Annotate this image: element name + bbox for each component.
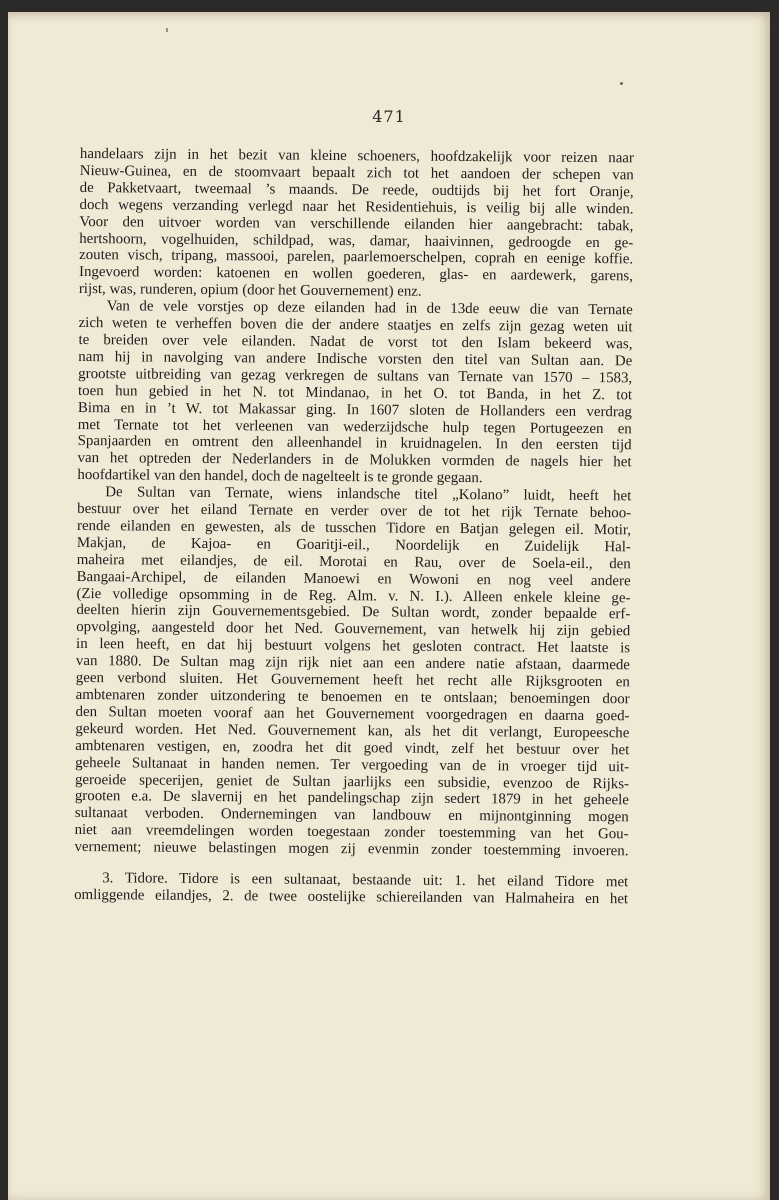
text-line: Ingevoerd worden: katoenen en wollen goederen, glas- en aardewerk, garens,: [78, 264, 634, 285]
text-line: nam hij in navolging van andere Indische vorsten den titel van Sultan aan. De: [78, 348, 633, 370]
text-line: zich weten te verheffen boven die der andere staatjes en zelfs zijn gezag weten uit: [78, 315, 633, 336]
text-line: bestuur over het eiland Ternate en verder over de tot het rijk Ternate behoo-: [77, 501, 632, 522]
text-line: gekeurd worden. Het Ned. Gouvernement kan, als het dit verlangt, Europeesche: [75, 720, 630, 742]
text-line: opvolging, aangesteld door het Ned. Gouvernement, van hetwelk hij zijn gebied: [76, 619, 631, 640]
book-page: [8, 12, 770, 1200]
text-line: met Ternate tot het verleenen van wederzijdsche hulp tegen Portugeezen en: [77, 416, 632, 437]
text-line: handelaars zijn in het bezit van kleine schoeners, hoofdzakelijk voor reizen naar: [79, 146, 634, 167]
text-line: rende eilanden en gewesten, als de tusschen Tidore en Batjan gelegen eil. Motir,: [76, 517, 632, 539]
text-line: de Pakketvaart, tweemaal ’s maands. De reede, oudtijds bij het fort Oranje,: [79, 179, 634, 201]
text-line: niet aan vreemdelingen worden toegestaan zonder toestemming van het Gou-: [74, 822, 629, 843]
text-line: van het optreden der Nederlanders in de Molukken vormden de nagels hier het: [77, 450, 632, 471]
text-line: te breiden over vele eilanden. Nadat de vorst tot den Islam bekeerd was,: [78, 331, 633, 353]
text-line: rijst, was, runderen, opium (door het Gouvernement) enz.: [78, 281, 422, 300]
text-line: vernement; nieuwe belastingen mogen zij evenmin zonder toestemming invoeren.: [74, 839, 629, 860]
text-line: Voor den uitvoer worden van verschillende eilanden hier aangebracht: tabak,: [79, 213, 634, 234]
text-line: (Zie volledige opsomming in de Reg. Alm. v. N. I.). Alleen enkele kleine ge-: [76, 585, 631, 606]
text-line: Van de vele vorstjes op deze eilanden had in de 13de eeuw die van Ternate: [106, 298, 633, 319]
text-line: omliggende eilandjes, 2. de twee oostelijke schiereilanden van Halmaheira en het: [74, 886, 629, 908]
text-line: Spanjaarden en omtrent den alleenhandel in kruidnagelen. In den eersten tijd: [77, 433, 632, 454]
text-line: deelten hierin zijn Gouvernementsgebied. De Sultan wordt, zonder bepaalde erf-: [76, 602, 631, 623]
text-line: maheira met eilandjes, de eil. Morotai en Rau, over de Soela-eil., den: [76, 551, 631, 573]
body-text: [74, 146, 634, 908]
text-line: geroeide specerijen, geniet de Sultan jaarlijks een subsidie, evenzoo de Rijks-: [74, 771, 630, 792]
text-line: Makjan, de Kajoa- en Goaritji-eil., Noordelijk en Zuidelijk Hal-: [76, 534, 631, 556]
text-line: doch wegens verzanding verlegd naar het Residentiehuis, is veilig bij alle winden.: [79, 196, 634, 218]
text-line: De Sultan van Ternate, wiens inlandsche titel „Kolano” luidt, heeft het: [105, 484, 632, 505]
text-line: 3. Tidore. Tidore is een sultanaat, bestaande uit: 1. het eiland Tidore met: [102, 870, 629, 891]
text-line: in leen heeft, en dat hij bestuurt volgens het gesloten contract. Het laatste is: [76, 636, 631, 657]
text-line: Bangaai-Archipel, de eilanden Manoewi en Wowoni en nog veel andere: [76, 568, 631, 589]
text-line: geen verbond sluiten. Het Gouvernement heeft het recht alle Rijksgrooten en: [75, 670, 630, 691]
text-line: geheele Sultanaat in handen nemen. Ter vergoeding van de in vroeger tijd uit-: [75, 754, 630, 775]
text-line: den Sultan moeten vooraf aan het Gouvernement voorgedragen en daarna goed-: [75, 703, 630, 725]
text-line: grooten e.a. De slavernij en het pandelingschap zijn sedert 1879 in het geheele: [74, 788, 629, 809]
text-line: Nieuw-Guinea, en de stoomvaart bepaalt zich tot het aandoen der schepen van: [79, 162, 634, 184]
ink-dot: [620, 82, 623, 85]
text-line: van 1880. De Sultan mag zijn rijk niet aan een andere natie afstaan, daarmede: [75, 653, 630, 674]
page-number: 471: [372, 107, 406, 126]
text-line: Bima en in ’t W. tot Makassar ging. In 1607 sloten de Hollanders een verdrag: [77, 399, 632, 420]
text-line: hertshoorn, vogelhuiden, schildpad, was, damar, haaivinnen, gedroogde en ge-: [79, 230, 634, 251]
text-line: ambtenaren vestigen, en, zoodra het dit goed vindt, zelf het bestuur over het: [75, 737, 630, 759]
text-line: hoofdartikel van den handel, doch de nagelteelt is te gronde gegaan.: [77, 467, 483, 487]
paper-blemish: [166, 28, 168, 32]
text-line: sultanaat verboden. Ondernemingen van landbouw en mijnontginning mogen: [74, 805, 629, 826]
text-line: zouten visch, tripang, massooi, parelen, paarlemoerschelpen, coprah en eenige koffie.: [79, 247, 634, 268]
text-line: grootste uitbreiding van gezag verkregen de sultans van Ternate van 1570 – 1583,: [78, 365, 633, 387]
text-line: toen hun gebied in het N. tot Mindanao, in het O. tot Banda, in het Z. tot: [78, 382, 633, 404]
text-line: ambtenaren zonder uitzondering te benoemen en te ontslaan; benoemingen door: [75, 686, 630, 708]
